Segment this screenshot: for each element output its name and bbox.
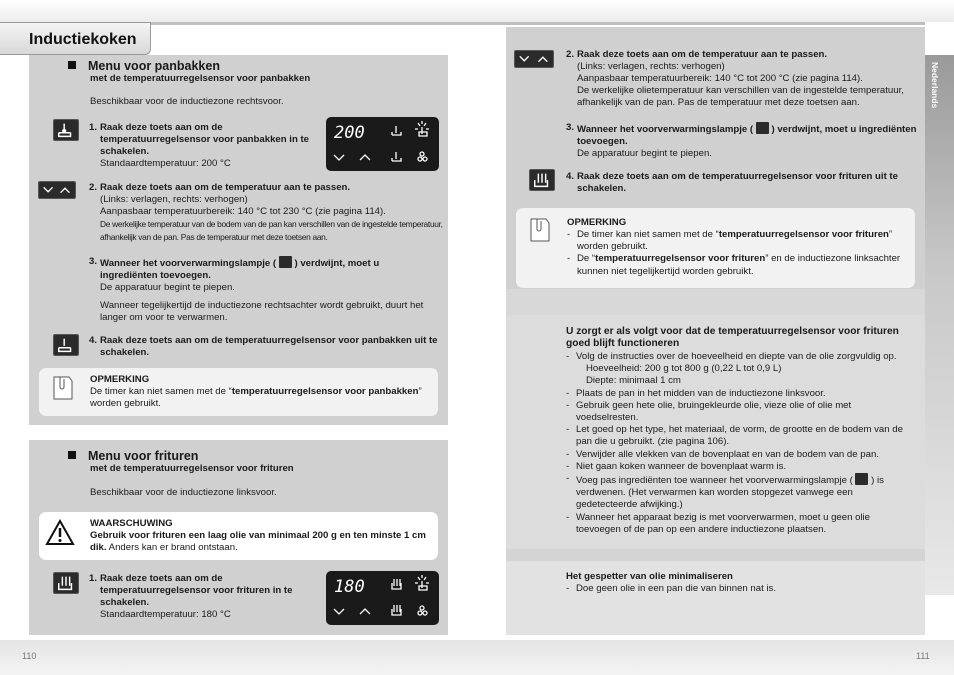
language-label: Nederlands	[930, 62, 940, 109]
fryer-sensor-off-icon	[529, 169, 555, 191]
right-strip-2	[506, 549, 925, 561]
control-panel-display-frituren	[326, 571, 439, 625]
availability-text: Beschikbaar voor de inductiezone linksvoor.	[90, 487, 277, 498]
control-panel-display-panbakken	[326, 117, 439, 171]
section-subtitle: met de temperatuurregelsensor voor panbakken	[90, 73, 311, 84]
list-item: - Plaats de pan in het midden van de inductiezone linksvoor.	[566, 388, 916, 400]
preheat-lamp-icon	[855, 473, 868, 485]
note-icon	[51, 374, 75, 402]
note-frituren: OPMERKING - De timer kan niet samen met de “temperatuurregelsensor voor frituren” worden gebruikt. - De “temperatuurregelsensor voor frituren” en de inductiezone linksachter kunnen niet tegelijkertijd worden gebruikt.	[516, 208, 915, 288]
page-number-right: 111	[916, 651, 930, 661]
fryer-sensor-icon	[53, 572, 79, 594]
list-item: - Let goed op het type, het materiaal, de vorm, de grootte en de bodem van de pan die u gebruikt. (zie pagina 106).	[566, 424, 916, 448]
warning-box: WAARSCHUWING Gebruik voor frituren een laag olie van minimaal 200 g en ten minste 1 cm dik. Anders kan er brand ontstaan.	[39, 512, 438, 560]
preheat-lamp-icon	[756, 122, 769, 134]
page-title: Inductiekoken	[0, 22, 151, 55]
section-panbakken-heading	[68, 59, 310, 84]
warning-triangle-icon	[45, 519, 75, 546]
list-item: - Voeg pas ingrediënten toe wanneer het voorverwarmingslampje ( ) is verdwenen. (Het verwarmen kan worden stopgezet vanwege een gedetecteerde afwijking.)	[566, 473, 916, 512]
list-item: - Volg de instructies over de hoeveelheid en diepte van de olie zorgvuldig op. Hoeveelheid: 200 g tot 800 g (0,22 L tot 0,9 L) Diepte: minimaal 1 cm	[566, 351, 916, 388]
left-divider	[29, 425, 448, 440]
lcd-temperature: 200	[334, 123, 365, 143]
preheat-lamp-icon	[279, 256, 292, 268]
list-item: - Doe geen olie in een pan die van binnen nat is.	[566, 583, 916, 595]
splatter-section: Het gespetter van olie minimaliseren - Doe geen olie in een pan die van binnen nat is.	[566, 571, 916, 595]
bullet-square-icon	[68, 61, 76, 69]
list-item: - Verwijder alle vlekken van de bovenplaat en van de bodem van de pan.	[566, 449, 916, 461]
right-strip-1	[506, 289, 925, 315]
care-list	[566, 351, 916, 536]
step-2-panbakken: 2. Raak deze toets aan om de temperatuur aan te passen. (Links: verlagen, rechts: verhogen) Aanpasbaar temperatuurbereik: 140 °C tot 230 °C (zie pagina 114). De werkelijke temperatuur van de bodem van de pan kan verschillen van de ingestelde temperatuur, afhankelijk van de pan. Pas de temperatuur met deze toetsen aan.	[89, 182, 443, 242]
step-1-frituren: 1. Raak deze toets aan om de temperatuurregelsensor voor frituren in te schakelen. Standaardtemperatuur: 180 °C	[89, 573, 293, 620]
care-section: U zorgt er als volgt voor dat de temperatuurregelsensor voor frituren goed blijft functioneren - Volg de instructies over de hoeveelheid en diepte van de olie zorgvuldig op. Hoeveelheid: 200 g tot 800 g (0,22 L tot 0,9 L) Diepte: minimaal 1 cm - Plaats de pan in het midden van de inductiezone linksvoor. - Gebruik geen hete olie, bruingekleurde olie, vieze olie of olie met voedselresten. - Let goed op het type, het materiaal, de vorm, de grootte en de bodem van de pan die u gebruikt. (zie pagina 106). - Verwijder alle vlekken van de bovenplaat en van de bodem van de pan. - Niet gaan koken wanneer de bovenplaat warm is. - Voeg pas ingrediënten toe wanneer het voorverwarmingslampje ( ) is verdwenen. (Het verwarmen kan worden stopgezet vanwege een gedetecteerde afwijking.) - Wanneer het apparaat bezig is met voorverwarmen, moet u geen olie toevoegen of de pan op een andere inductiezone plaatsen.	[566, 326, 916, 536]
step-3-panbakken: 3. Wanneer het voorverwarmingslampje ( ) verdwijnt, moet u ingrediënten toevoegen. De apparatuur begint te piepen. Wanneer tegelijkertijd de inductiezone rechtsachter wordt gebruikt, duurt het langer om voor te verwarmen.	[89, 256, 424, 323]
section-title: Menu voor panbakken	[88, 59, 220, 73]
arrow-buttons-icon	[38, 181, 76, 199]
section-subtitle: met de temperatuurregelsensor voor frituren	[90, 463, 294, 474]
note-panbakken: OPMERKING De timer kan niet samen met de “temperatuurregelsensor voor panbakken” worden gebruikt.	[39, 368, 438, 416]
language-tab	[925, 55, 954, 595]
list-item: - Gebruik geen hete olie, bruingekleurde olie, vieze olie of olie met voedselresten.	[566, 400, 916, 424]
step-1-panbakken: 1. Raak deze toets aan om de temperatuurregelsensor voor panbakken in te schakelen. Standaardtemperatuur: 200 °C	[89, 122, 309, 169]
step-4-frituren: 4. Raak deze toets aan om de temperatuurregelsensor voor frituren uit te schakelen.	[566, 171, 898, 194]
lcd-temperature: 180	[334, 577, 365, 597]
step-4-panbakken: 4. Raak deze toets aan om de temperatuurregelsensor voor panbakken uit te schakelen.	[89, 335, 438, 358]
pan-sensor-off-icon	[53, 334, 79, 356]
availability-text: Beschikbaar voor de inductiezone rechtsvoor.	[90, 96, 284, 107]
list-item: - Wanneer het apparaat bezig is met voorverwarmen, moet u geen olie toevoegen of de pan op een andere inductiezone plaatsen.	[566, 512, 916, 536]
pan-sensor-icon	[53, 119, 79, 141]
step-3-frituren: 3. Wanneer het voorverwarmingslampje ( ) verdwijnt, moet u ingrediënten toevoegen. De apparatuur begint te piepen.	[566, 122, 917, 159]
section-frituren-heading	[68, 449, 294, 474]
page-number-left: 110	[22, 651, 37, 661]
bullet-square-icon	[68, 451, 76, 459]
note-icon	[528, 216, 552, 244]
top-rule	[150, 22, 925, 25]
section-title: Menu voor frituren	[88, 449, 199, 463]
arrow-buttons-icon	[514, 50, 554, 68]
list-item: - Niet gaan koken wanneer de bovenplaat warm is.	[566, 461, 916, 473]
bottom-band	[0, 640, 954, 675]
top-band	[0, 0, 954, 22]
step-2-frituren: 2. Raak deze toets aan om de temperatuur aan te passen. (Links: verlagen, rechts: verhogen) Aanpasbaar temperatuurbereik: 140 °C tot 200 °C (zie pagina 114). De werkelijke olietemperatuur kan verschillen van de ingestelde temperatuur, afhankelijk van de pan. Pas de temperatuur met deze toetsen aan.	[566, 49, 904, 108]
